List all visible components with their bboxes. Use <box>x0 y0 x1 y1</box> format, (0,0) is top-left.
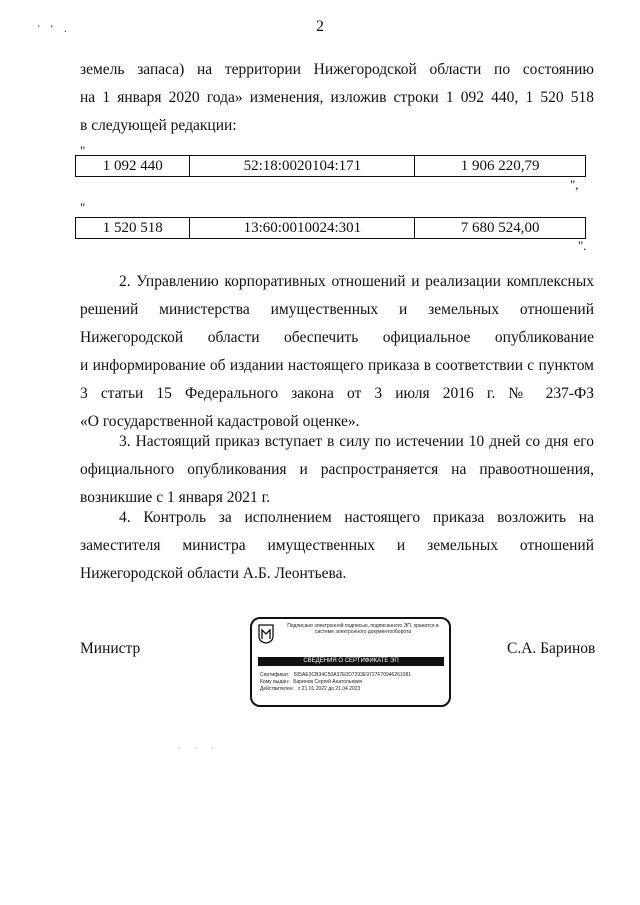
item-3-line-3: возникшие с 1 января 2021 г. <box>80 489 271 506</box>
stamp-issued-value: Баринов Сергей Анатольевич <box>293 679 363 685</box>
stamp-cert-label: Сертификат: <box>260 672 290 678</box>
scan-specks: ' ‘ . <box>38 24 71 35</box>
item-2-paragraph <box>80 268 594 436</box>
cadastral-number: 52:18:0020104:171 <box>190 156 415 177</box>
item-2-line-6: «О государственной кадастровой оценке». <box>80 413 360 430</box>
row-number: 1 520 518 <box>76 218 190 239</box>
item-4-line-1: 4. Контроль за исполнением настоящего приказа возложить на <box>119 509 594 526</box>
item-2-line-2: решений министерства имущественных и земельных отношений <box>80 301 594 318</box>
item-4-paragraph <box>80 504 594 588</box>
item-2-line-5: 3 статьи 15 Федерального закона от 3 июля 2016 г. № 237-ФЗ <box>80 385 594 402</box>
stamp-issued-label: Кому выдан: <box>260 679 290 685</box>
row-number: 1 092 440 <box>76 156 190 177</box>
stamp-valid-label: Действителен: <box>260 686 294 692</box>
item-3-paragraph <box>80 428 594 512</box>
item-4-line-3: Нижегородской области А.Б. Леонтьева. <box>80 565 347 582</box>
stamp-cert-value: 505AE3CB34C50A37E0D7293E9727F70946261081 <box>293 672 412 678</box>
item-4-line-2: заместителя министра имущественных и земельных отношений <box>80 537 594 554</box>
intro-line-3: в следующей редакции: <box>80 117 237 134</box>
item-2-line-1: 2. Управлению корпоративных отношений и реализации комплексных <box>119 273 594 290</box>
stamp-cert-row <box>260 672 446 679</box>
intro-line-1: земель запаса) на территории Нижегородской области по состоянию <box>80 61 594 78</box>
intro-line-2: на 1 января 2020 года» изменения, изложив строки 1 092 440, 1 520 518 <box>80 89 594 106</box>
signatory-name: С.А. Баринов <box>507 640 596 657</box>
stamp-valid-value: с 21.01.2022 до 21.04.2023 <box>297 686 361 692</box>
table-row-1 <box>75 155 586 177</box>
coat-of-arms-icon <box>258 624 274 644</box>
cadastral-value: 7 680 524,00 <box>415 218 586 239</box>
item-2-line-3: Нижегородской области обеспечить официальное опубликование <box>80 329 594 346</box>
cadastral-value: 1 906 220,79 <box>415 156 586 177</box>
item-2-line-4: и информирование об издании настоящего приказа в соответствии с пунктом <box>80 357 594 374</box>
page-number: 2 <box>316 18 324 35</box>
e-signature-stamp <box>250 617 451 707</box>
table-row-2 <box>75 217 586 239</box>
intro-paragraph <box>80 56 594 140</box>
close-quote-2: ". <box>578 238 587 253</box>
scan-specks-bottom: · · · <box>178 744 220 753</box>
signatory-title: Министр <box>80 640 141 657</box>
close-quote-1: ", <box>570 177 579 192</box>
stamp-header: Подписано электронной подписью, подписанного ЭП, хранится в системе электронного документооборота <box>287 623 439 635</box>
stamp-details <box>260 672 446 693</box>
open-quote-1: " <box>80 143 86 158</box>
cadastral-number: 13:60:0010024:301 <box>190 218 415 239</box>
stamp-valid-row <box>260 686 446 693</box>
stamp-certificate-bar: СВЕДЕНИЯ О СЕРТИФИКАТЕ ЭП <box>258 657 444 666</box>
item-3-line-1: 3. Настоящий приказ вступает в силу по истечении 10 дней со дня его <box>119 433 594 450</box>
open-quote-2: " <box>80 200 86 215</box>
stamp-issued-row <box>260 679 446 686</box>
item-3-line-2: официального опубликования и распространяется на правоотношения, <box>80 461 594 478</box>
